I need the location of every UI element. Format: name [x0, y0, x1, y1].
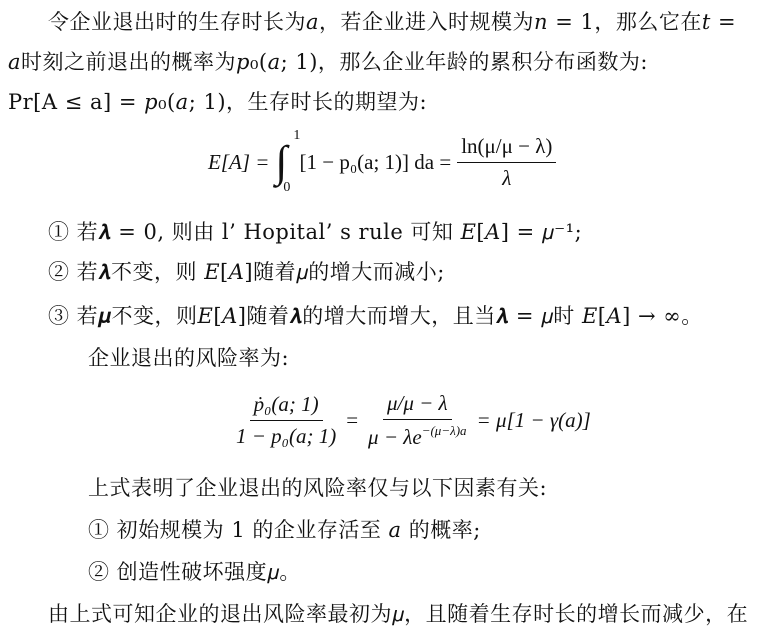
risk-rate-intro: 企业退出的风险率为: — [88, 346, 290, 370]
hazard-fraction-1-denominator: 1 − p₀(a; 1) — [236, 423, 337, 448]
denominator-base: μ − λe — [368, 424, 422, 449]
hazard-fraction-1 — [232, 392, 340, 449]
hazard-fraction-1-numerator: ṗ₀(a; 1) — [250, 392, 323, 421]
integrand: [1 − p₀(a; 1)] da = — [299, 149, 452, 174]
hazard-rhs: = μ[1 − γ(a)] — [476, 407, 591, 432]
hazard-rate-equation — [226, 388, 591, 452]
paragraph-line-3: Pr[A ≤ a] = 𝑝₀(𝑎; 1)，生存时长的期望为: — [8, 90, 428, 114]
paragraph-line-2: 𝑎时刻之前退出的概率为𝑝₀(𝑎; 1)，那么企业年龄的累积分布函数为: — [8, 50, 648, 74]
list-item: ② 若𝝀不变，则 𝐸[𝐴]随着𝜇的增大而减小; — [48, 260, 445, 284]
final-paragraph-line: 由上式可知企业的退出风险率最初为𝜇，且随着生存时长的增长而减少，在 — [48, 602, 749, 626]
log-fraction — [457, 134, 556, 191]
list-item: ② 创造性破坏强度𝜇。 — [88, 560, 301, 584]
integral-symbol: ∫ 1 0 — [275, 128, 301, 195]
equals-sign: = — [346, 407, 359, 432]
equation-lhs: E[A] = — [208, 149, 270, 174]
hazard-fraction-2-denominator — [364, 420, 471, 450]
list-item: ① 初始规模为 1 的企业存活至 𝑎 的概率; — [88, 518, 481, 542]
list-item: ① 若𝝀 = 0, 则由 l’ Hopital’ s rule 可知 𝐸[𝐴] = 𝜇⁻¹; — [48, 220, 583, 244]
denominator-exponent: −(μ−λ)a — [421, 422, 467, 438]
integral-lower-limit: 0 — [283, 180, 291, 195]
hazard-fraction-2 — [364, 391, 471, 450]
log-fraction-numerator: ln(μ/μ − λ) — [457, 134, 556, 163]
integral-upper-limit: 1 — [293, 128, 301, 143]
log-fraction-denominator: λ — [502, 165, 512, 190]
list-item: ③ 若𝝁不变，则𝐸[𝐴]随着𝝀的增大而增大，且当𝝀 = 𝜇时 𝐸[𝐴] → ∞。 — [48, 304, 703, 328]
hazard-fraction-2-numerator: μ/μ − λ — [383, 391, 452, 420]
factors-intro: 上式表明了企业退出的风险率仅与以下因素有关: — [88, 476, 548, 500]
paragraph-line-1: 令企业退出时的生存时长为𝑎，若企业进入时规模为𝑛 = 1，那么它在𝑡 = — [48, 10, 737, 34]
expected-value-equation — [208, 130, 562, 194]
